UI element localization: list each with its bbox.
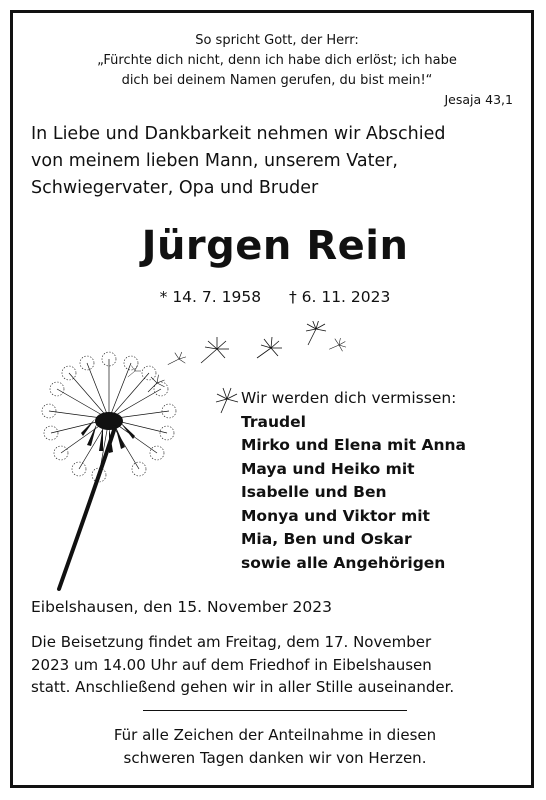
bible-quote (33, 31, 521, 91)
family-name: Monya und Viktor mit (241, 506, 430, 525)
flying-seed-icon (201, 337, 229, 363)
flying-seed-icon (329, 338, 346, 351)
flying-seed-icon (168, 352, 186, 365)
intro-line: In Liebe und Dankbarkeit nehmen wir Abschied (31, 124, 446, 144)
family-name: Maya und Heiko mit (241, 459, 415, 478)
intro-line: Schwiegervater, Opa und Bruder (31, 178, 319, 198)
quote-line: dich bei deinem Namen gerufen, du bist mein!“ (121, 73, 433, 88)
thanks-line: schweren Tagen danken wir von Herzen. (123, 748, 427, 767)
family-name: Isabelle und Ben (241, 483, 387, 501)
dandelion-head (42, 352, 176, 482)
intro-text (31, 121, 501, 202)
thanks-text (13, 724, 537, 769)
deceased-name: Jürgen Rein (141, 223, 409, 269)
flying-seed-icon (148, 375, 165, 392)
family-lead: Wir werden dich vermissen: (241, 389, 457, 407)
death-date: † 6. 11. 2023 (288, 288, 391, 306)
flying-seed-icon (306, 321, 326, 345)
dandelion-stem (59, 427, 115, 589)
funeral-info (31, 631, 521, 699)
funeral-line: 2023 um 14.00 Uhr auf dem Friedhof in Eibelshausen (31, 655, 432, 674)
quote-reference: Jesaja 43,1 (444, 92, 513, 107)
flying-seed-icon (257, 337, 282, 358)
thanks-line: Für alle Zeichen der Anteilnahme in diesen (113, 726, 437, 744)
funeral-line: statt. Anschließend gehen wir in aller Stille auseinander. (31, 678, 455, 696)
family-name: sowie alle Angehörigen (241, 553, 446, 572)
quote-line: „Fürchte dich nicht, denn ich habe dich erlöst; ich habe (97, 53, 457, 68)
quote-line: So spricht Gott, der Herr: (195, 33, 359, 48)
family-name: Mia, Ben und Oskar (241, 530, 412, 548)
divider (143, 710, 407, 711)
intro-line: von meinem lieben Mann, unserem Vater, (31, 151, 398, 171)
funeral-line: Die Beisetzung findet am Freitag, dem 17. November (31, 633, 432, 651)
obituary-frame (10, 10, 534, 788)
family-name: Mirko und Elena mit Anna (241, 436, 466, 454)
place-date: Eibelshausen, den 15. November 2023 (31, 598, 333, 616)
family-list (241, 387, 531, 575)
family-name: Traudel (241, 412, 306, 431)
birth-date: * 14. 7. 1958 (159, 288, 262, 306)
life-dates (13, 288, 537, 306)
flying-seed-icon (216, 388, 238, 413)
